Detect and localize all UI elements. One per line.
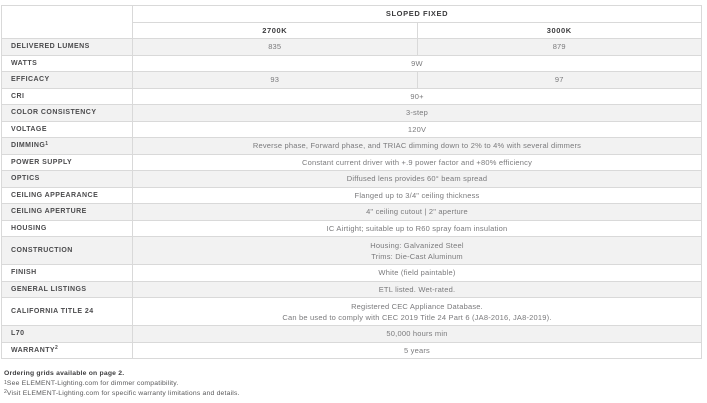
row-label-text: OPTICS	[11, 175, 40, 183]
footnote-text: Visit ELEMENT-Lighting.com for specific warranty limitations and details.	[6, 389, 240, 397]
group-header-row	[2, 6, 702, 23]
row-value-line: Registered CEC Appliance Database.	[351, 301, 483, 311]
ordering-note: Ordering grids available on page 2.	[4, 370, 125, 377]
row-label-text: COLOR CONSISTENCY	[11, 109, 97, 117]
row-label-text: CALIFORNIA TITLE 24	[11, 308, 94, 315]
corner-cell	[2, 6, 133, 39]
row-value-line: Trims: Die-Cast Aluminum	[371, 251, 463, 261]
table-row	[2, 237, 702, 265]
row-label	[2, 298, 133, 326]
row-label-text: DELIVERED LUMENS	[11, 43, 90, 51]
row-value: White (field paintable)	[133, 265, 702, 282]
row-value	[133, 237, 702, 265]
column-header: 3000K	[417, 22, 702, 39]
table-row	[2, 281, 702, 298]
row-label	[2, 281, 133, 298]
row-label	[2, 88, 133, 105]
row-value-line: Housing: Galvanized Steel	[370, 240, 464, 250]
row-label	[2, 39, 133, 56]
footnote-marker: 1	[4, 379, 7, 386]
footer-notes	[4, 370, 707, 397]
row-label-text: VOLTAGE	[11, 125, 47, 133]
footnote-marker: 2	[55, 345, 58, 352]
row-value: Reverse phase, Forward phase, and TRIAC dimming down to 2% to 4% with several dimmers	[133, 138, 702, 155]
row-label	[2, 342, 133, 359]
row-label-text: WARRANTY	[11, 346, 56, 354]
row-value: 3-step	[133, 105, 702, 122]
table-row	[2, 154, 702, 171]
row-value: Diffused lens provides 60° beam spread	[133, 171, 702, 188]
row-value: 97	[417, 72, 702, 89]
row-label	[2, 171, 133, 188]
table-row	[2, 105, 702, 122]
row-value: 90+	[133, 88, 702, 105]
row-value: 835	[133, 39, 418, 56]
row-label	[2, 55, 133, 72]
table-row	[2, 39, 702, 56]
row-value: 879	[417, 39, 702, 56]
spec-table-header	[2, 6, 702, 39]
table-row	[2, 72, 702, 89]
table-row	[2, 88, 702, 105]
table-row	[2, 298, 702, 326]
row-label-text: CONSTRUCTION	[11, 247, 73, 254]
row-label-text: WATTS	[11, 59, 38, 67]
row-value: 120V	[133, 121, 702, 138]
row-label-text: CRI	[11, 92, 25, 100]
footnote-marker: 1	[45, 140, 49, 147]
row-label	[2, 105, 133, 122]
table-row	[2, 121, 702, 138]
row-label	[2, 265, 133, 282]
row-label	[2, 154, 133, 171]
row-label	[2, 138, 133, 155]
row-label-text: EFFICACY	[11, 76, 50, 84]
footnote	[4, 390, 707, 397]
row-value: IC Airtight; suitable up to R60 spray foam insulation	[133, 220, 702, 237]
table-row	[2, 187, 702, 204]
column-header: 2700K	[133, 22, 418, 39]
row-label-text: POWER SUPPLY	[11, 158, 73, 166]
table-row	[2, 138, 702, 155]
footnote-text: See ELEMENT-Lighting.com for dimmer compatibility.	[6, 380, 179, 387]
row-value: 9W	[133, 55, 702, 72]
row-value: 5 years	[133, 342, 702, 359]
table-row	[2, 342, 702, 359]
row-label-text: GENERAL LISTINGS	[11, 285, 87, 293]
row-value	[133, 298, 702, 326]
spec-table-body	[2, 39, 702, 359]
row-label	[2, 121, 133, 138]
row-label-text: CEILING APPEARANCE	[11, 191, 99, 199]
row-value: Flanged up to 3/4" ceiling thickness	[133, 187, 702, 204]
table-row	[2, 55, 702, 72]
footnote-marker: 2	[4, 389, 7, 395]
row-label-text: HOUSING	[11, 224, 47, 232]
row-value: 4" ceiling cutout | 2" aperture	[133, 204, 702, 221]
row-label	[2, 237, 133, 265]
row-label-text: L70	[11, 330, 25, 338]
row-value: 50,000 hours min	[133, 326, 702, 343]
table-row	[2, 220, 702, 237]
row-label	[2, 204, 133, 221]
row-value: Constant current driver with +.9 power factor and +80% efficiency	[133, 154, 702, 171]
row-label-text: DIMMING	[11, 142, 46, 150]
table-row	[2, 265, 702, 282]
row-value: 93	[133, 72, 418, 89]
table-row	[2, 326, 702, 343]
row-label	[2, 220, 133, 237]
group-header: SLOPED FIXED	[133, 6, 702, 23]
table-row	[2, 171, 702, 188]
row-value: ETL listed. Wet-rated.	[133, 281, 702, 298]
row-label	[2, 187, 133, 204]
row-label	[2, 72, 133, 89]
table-row	[2, 204, 702, 221]
row-label	[2, 326, 133, 343]
row-label-text: FINISH	[11, 269, 37, 277]
footnote	[4, 380, 707, 387]
spec-table	[1, 5, 702, 359]
row-value-line: Can be used to comply with CEC 2019 Title 24 Part 6 (JA8-2016, JA8-2019).	[282, 312, 552, 322]
footnote-list	[4, 380, 707, 397]
row-label-text: CEILING APERTURE	[11, 208, 87, 216]
